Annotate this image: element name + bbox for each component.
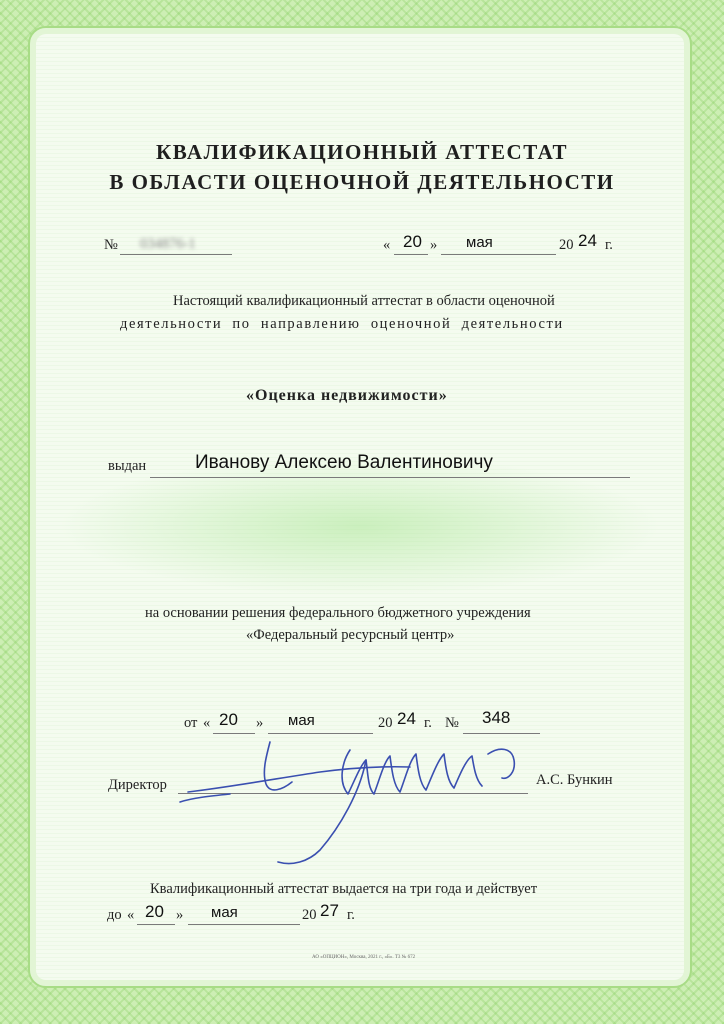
validity-date-close: » (176, 907, 184, 923)
validity-year-prefix: 20 (302, 907, 317, 923)
number-underline (120, 254, 232, 255)
header-year-suffix: 24 (578, 231, 597, 250)
validity-text: Квалификационный аттестат выдается на три года и действует (150, 881, 538, 897)
header-year-prefix: 20 (559, 237, 574, 253)
validity-year-suffix: 27 (320, 901, 339, 920)
decision-number-label: № (445, 715, 459, 731)
validity-month: мая (211, 904, 238, 921)
header-day-underline (394, 254, 428, 255)
decision-date-open: « (203, 715, 211, 731)
signature-role: Директор (108, 777, 167, 793)
validity-date-open: « (127, 907, 135, 923)
basis-line1: на основании решения федерального бюджетного учреждения (145, 605, 531, 621)
header-date-open: « (383, 237, 391, 253)
number-value-redacted: 034876-1 (140, 236, 196, 252)
number-label: № (104, 237, 118, 253)
header-month-underline (441, 254, 556, 255)
validity-until-label: до (107, 907, 122, 923)
certificate-title-line1: КВАЛИФИКАЦИОННЫЙ АТТЕСТАТ (156, 140, 568, 164)
issued-label: выдан (108, 458, 147, 474)
validity-day: 20 (145, 902, 164, 921)
issued-underline (150, 477, 630, 478)
director-signature (170, 732, 560, 872)
header-month: мая (466, 234, 493, 251)
signature-name: А.С. Бункин (536, 772, 613, 788)
decision-year-unit: г. (424, 715, 432, 731)
header-year-unit: г. (605, 237, 613, 253)
header-date-close: » (430, 237, 438, 253)
intro-line2: деятельности по направлению оценочной деятельности (120, 316, 564, 332)
intro-line1: Настоящий квалификационный аттестат в области оценочной (173, 293, 555, 309)
basis-line2: «Федеральный ресурсный центр» (246, 627, 455, 643)
decision-day: 20 (219, 710, 238, 729)
validity-year-unit: г. (347, 907, 355, 923)
decision-year-prefix: 20 (378, 715, 393, 731)
decision-month: мая (288, 712, 315, 729)
decision-year-suffix: 24 (397, 709, 416, 728)
header-day: 20 (403, 232, 422, 251)
validity-day-underline (137, 924, 175, 925)
issued-name: Иванову Алексею Валентиновичу (195, 452, 493, 473)
direction-title: «Оценка недвижимости» (246, 387, 448, 404)
decision-number: 348 (482, 708, 511, 727)
validity-month-underline (188, 924, 300, 925)
decision-from-label: от (184, 715, 198, 731)
printer-line: АО «ОПЦИОН», Москва, 2021 г., «Б». Т3 № 672 (312, 955, 416, 960)
decision-date-close: » (256, 715, 264, 731)
certificate-title-line2: В ОБЛАСТИ ОЦЕНОЧНОЙ ДЕЯТЕЛЬНОСТИ (109, 170, 615, 194)
